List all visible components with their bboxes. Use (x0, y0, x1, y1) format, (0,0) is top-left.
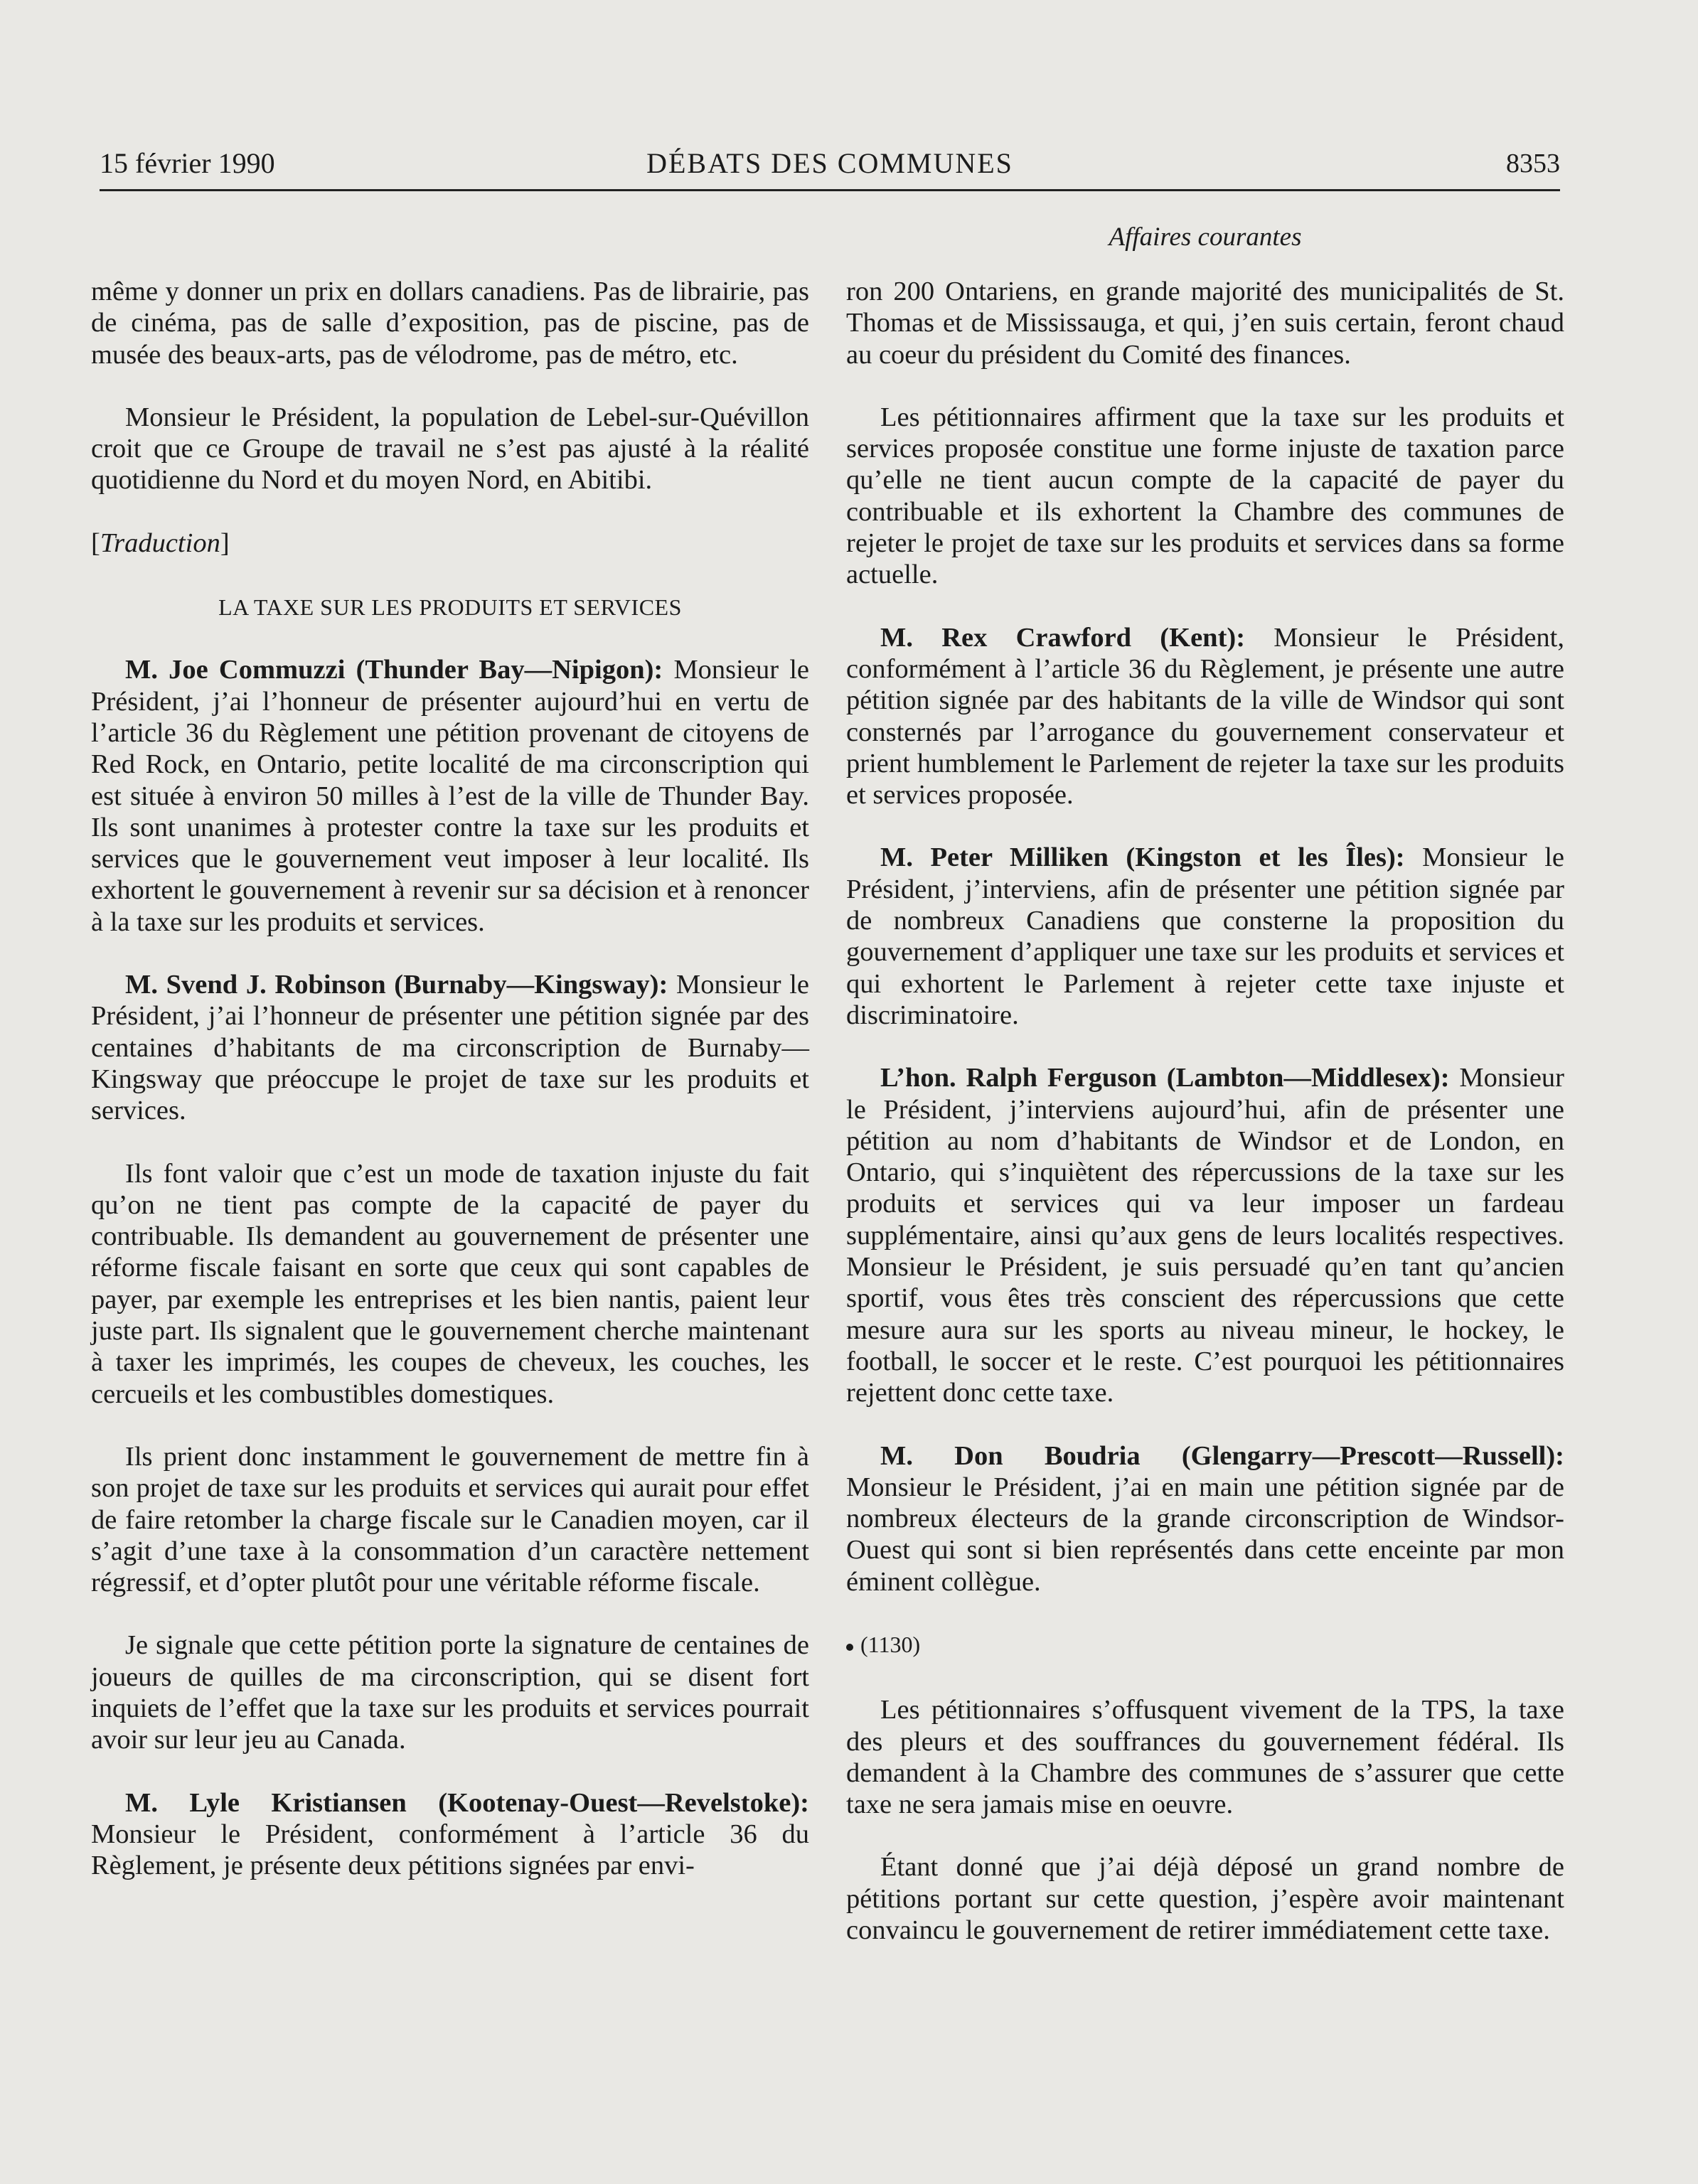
speaker-name: M. Lyle Kristiansen (Kootenay-Ouest—Revelstoke): (125, 1787, 809, 1818)
bracket-open: [ (91, 528, 100, 558)
paragraph: Ils prient donc instamment le gouvernement de mettre fin à son projet de taxe sur les produits et services qui aurait pour effet de faire retomber la charge fiscale sur le Canadien moyen, car il s’agit d’une taxe à la consommation d’un caractère nettement régressif, et d’opter plutôt pour une véritable réforme fiscale. (91, 1441, 809, 1598)
timestamp-marker (846, 1629, 1564, 1660)
right-column (846, 276, 1564, 1977)
speech-paragraph (846, 1440, 1564, 1597)
paragraph: même y donner un prix en dollars canadiens. Pas de librairie, pas de cinéma, pas de salle d’exposition, pas de piscine, pas de musée des beaux-arts, pas de vélodrome, pas de métro, etc. (91, 277, 809, 370)
header-title: DÉBATS DES COMMUNES (646, 147, 1013, 179)
speech-text: Monsieur le Président, j’ai l’honneur de présenter aujourd’hui en vertu de l’article 36 du Règlement une pétition provenant de citoyens de Red Rock, en Ontario, petite localité de ma circonscription qui est située à environ 50 milles à l’est de la ville de Thunder Bay. Ils sont unanimes à protester contre la taxe sur les produits et services que le gouvernement veut imposer à leur localité. Ils exhortent le gouvernement à revenir sur sa décision et à renoncer à la taxe sur les produits et services. (91, 655, 809, 937)
paragraph: Les pétitionnaires s’offusquent vivement de la TPS, la taxe des pleurs et des souffrances du gouvernement fédéral. Ils demandent à la Chambre des communes de s’assurer que cette taxe ne sera jamais mise en oeuvre. (846, 1695, 1564, 1820)
running-head (100, 139, 1560, 191)
speaker-name: M. Peter Milliken (Kingston et les Îles): (880, 842, 1405, 873)
speaker-name: M. Rex Crawford (Kent): (880, 622, 1246, 653)
speaker-name: M. Svend J. Robinson (Burnaby—Kingsway): (125, 970, 668, 1000)
speech-paragraph (846, 842, 1564, 1031)
speech-text: Monsieur le Président, j’ai en main une pétition signée par de nombreux électeurs de la grande circonscription de Windsor-Ouest qui sont si bien représentés dans cette enceinte par mon éminent collègue. (846, 1472, 1564, 1597)
paragraph: Les pétitionnaires affirment que la taxe sur les produits et services proposée constitue une forme injuste de taxation parce qu’elle ne tient aucun compte de la capacité de payer du contribuable et ils exhortent la Chambre des communes de rejeter le projet de taxe sur les produits et services dans sa forme actuelle. (846, 402, 1564, 590)
header-date: 15 février 1990 (100, 147, 275, 179)
speech-text: Monsieur le Président, j’interviens aujourd’hui, afin de présenter une pétition au nom d’habitants de Windsor et de London, en Ontario, qui s’inquiètent des répercussions de la taxe sur les produits et services qui va leur imposer un fardeau supplémentaire, ainsi qu’aux gens de leurs localités respectives. Monsieur le Président, je suis persuadé qu’en tant qu’ancien sportif, vous êtes très conscient des répercussions que cette mesure aura sur les sports au niveau mineur, le hockey, le football, le soccer et le reste. C’est pourquoi les pétitionnaires rejettent donc cette taxe. (846, 1063, 1565, 1408)
paragraph: Ils font valoir que c’est un mode de taxation injuste du fait qu’on ne tient pas compte de la capacité de payer du contribuable. Ils demandent au gouvernement de présenter une réforme fiscale faisant en sorte que ceux qui sont capables de payer, par exemple les entreprises et les bien nantis, paient leur juste part. Ils signalent que le gouvernement cherche maintenant à taxer les imprimés, les coupes de cheveux, les couches, les cercueils et les combustibles domestiques. (91, 1158, 809, 1409)
page-number: 8353 (1506, 149, 1560, 178)
speech-paragraph (91, 1787, 809, 1882)
timestamp: (1130) (860, 1631, 921, 1657)
speaker-name: M. Joe Commuzzi (Thunder Bay—Nipigon): (125, 655, 663, 685)
speaker-name: M. Don Boudria (Glengarry—Prescott—Russell): (880, 1440, 1564, 1471)
speech-paragraph (91, 654, 809, 938)
speech-text: Monsieur le Président, j’ai l’honneur de présenter une pétition signée par des centaines d’habitants de ma circonscription de Burnaby—Kingsway que préoccupe le projet de taxe sur les produits et services. (91, 970, 810, 1126)
paragraph: ron 200 Ontariens, en grande majorité des municipalités de St. Thomas et de Mississauga, et qui, j’en suis certain, feront chaud au coeur du président du Comité des finances. (846, 277, 1564, 370)
section-label: Affaires courantes (1109, 223, 1302, 252)
section-heading: LA TAXE SUR LES PRODUITS ET SERVICES (218, 594, 682, 621)
paragraph: Étant donné que j’ai déjà déposé un grand nombre de pétitions portant sur cette question, j’espère avoir maintenant convaincu le gouvernement de retirer immédiatement cette taxe. (846, 1852, 1564, 1946)
translation-word: Traduction (100, 528, 220, 558)
bracket-close: ] (220, 528, 230, 558)
speaker-name: L’hon. Ralph Ferguson (Lambton—Middlesex): (880, 1063, 1450, 1093)
left-column (91, 276, 809, 1912)
speech-paragraph (846, 622, 1564, 811)
speech-paragraph (91, 969, 809, 1126)
speech-text: Monsieur le Président, conformément à l’article 36 du Règlement, je présente deux pétitions signées par envi- (91, 1819, 809, 1881)
speech-text: Monsieur le Président, j’interviens, afin de présenter une pétition signée par de nombreux Canadiens que consterne la proposition du gouvernement d’appliquer une taxe sur les produits et services et qui exhortent le Parlement à rejeter cette taxe injuste et discriminatoire. (846, 842, 1564, 1030)
speech-paragraph (846, 1062, 1564, 1408)
translation-note (91, 528, 809, 559)
paragraph: Je signale que cette pétition porte la signature de centaines de joueurs de quilles de ma circonscription, qui se disent fort inquiets de l’effet que la taxe sur les produits et services pourrait avoir sur leur jeu au Canada. (91, 1630, 809, 1755)
bullet-icon (846, 1644, 853, 1651)
speech-text: Monsieur le Président, conformément à l’article 36 du Règlement, je présente une autre pétition signée par des habitants de la ville de Windsor qui sont consternés par l’arrogance du gouvernement conservateur et prient humblement le Parlement de rejeter la taxe sur les produits et services proposée. (846, 622, 1564, 810)
paragraph: Monsieur le Président, la population de Lebel-sur-Quévillon croit que ce Groupe de travail ne s’est pas ajusté à la réalité quotidienne du Nord et du moyen Nord, en Abitibi. (91, 402, 809, 496)
